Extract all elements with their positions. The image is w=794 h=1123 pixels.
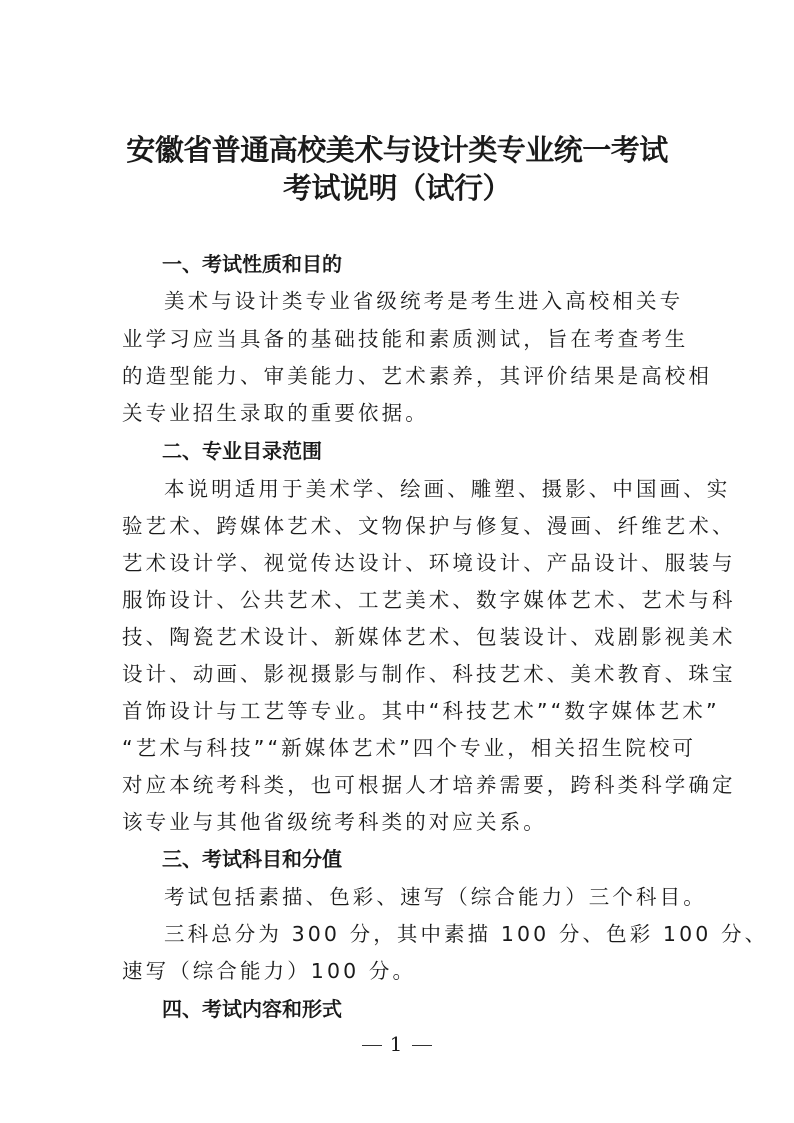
- paragraph-line: 考试包括素描、色彩、速写（综合能力）三个科目。: [164, 885, 707, 909]
- paragraph-line: 技、陶瓷艺术设计、新媒体艺术、包装设计、戏剧影视美术: [122, 625, 736, 649]
- page-number-value: 1: [389, 1032, 405, 1056]
- dash-left: [362, 1045, 382, 1046]
- paragraph-line: “艺术与科技”“新媒体艺术”四个专业，相关招生院校可: [122, 736, 697, 760]
- paragraph-line: 本说明适用于美术学、绘画、雕塑、摄影、中国画、实: [164, 477, 731, 501]
- paragraph-line: 服饰设计、公共艺术、工艺美术、数字媒体艺术、艺术与科: [122, 588, 736, 612]
- paragraph-line: 首饰设计与工艺等专业。其中“科技艺术”“数字媒体艺术”: [122, 699, 720, 723]
- section-heading-4: 四、考试内容和形式: [162, 997, 342, 1021]
- document-title-line2: 考试说明（试行）: [282, 171, 511, 205]
- paragraph-line: 业学习应当具备的基础技能和素质测试，旨在考查考生: [122, 327, 689, 351]
- paragraph-line: 设计、动画、影视摄影与制作、科技艺术、美术教育、珠宝: [122, 662, 736, 686]
- paragraph-line: 的造型能力、审美能力、艺术素养，其评价结果是高校相: [122, 364, 712, 388]
- section-heading-2: 二、专业目录范围: [162, 439, 322, 463]
- paragraph-line: 对应本统考科类，也可根据人才培养需要，跨科类科学确定: [122, 773, 736, 797]
- paragraph-line: 该专业与其他省级统考科类的对应关系。: [122, 810, 547, 834]
- section-heading-3: 三、考试科目和分值: [162, 847, 342, 871]
- paragraph-line: 艺术设计学、视觉传达设计、环境设计、产品设计、服装与: [122, 551, 736, 575]
- paragraph-line: 三科总分为 300 分，其中素描 100 分、色彩 100 分、: [164, 922, 769, 946]
- paragraph-line: 关专业招生录取的重要依据。: [122, 401, 429, 425]
- paragraph-line: 美术与设计类专业省级统考是考生进入高校相关专: [164, 289, 684, 313]
- document-title-line1: 安徽省普通高校美术与设计类专业统一考试: [126, 133, 668, 167]
- page-number: [0, 1032, 794, 1056]
- dash-right: [412, 1045, 432, 1046]
- section-heading-1: 一、考试性质和目的: [162, 252, 342, 276]
- paragraph-line: 验艺术、跨媒体艺术、文物保护与修复、漫画、纤维艺术、: [122, 514, 736, 538]
- paragraph-line: 速写（综合能力）100 分。: [122, 959, 417, 983]
